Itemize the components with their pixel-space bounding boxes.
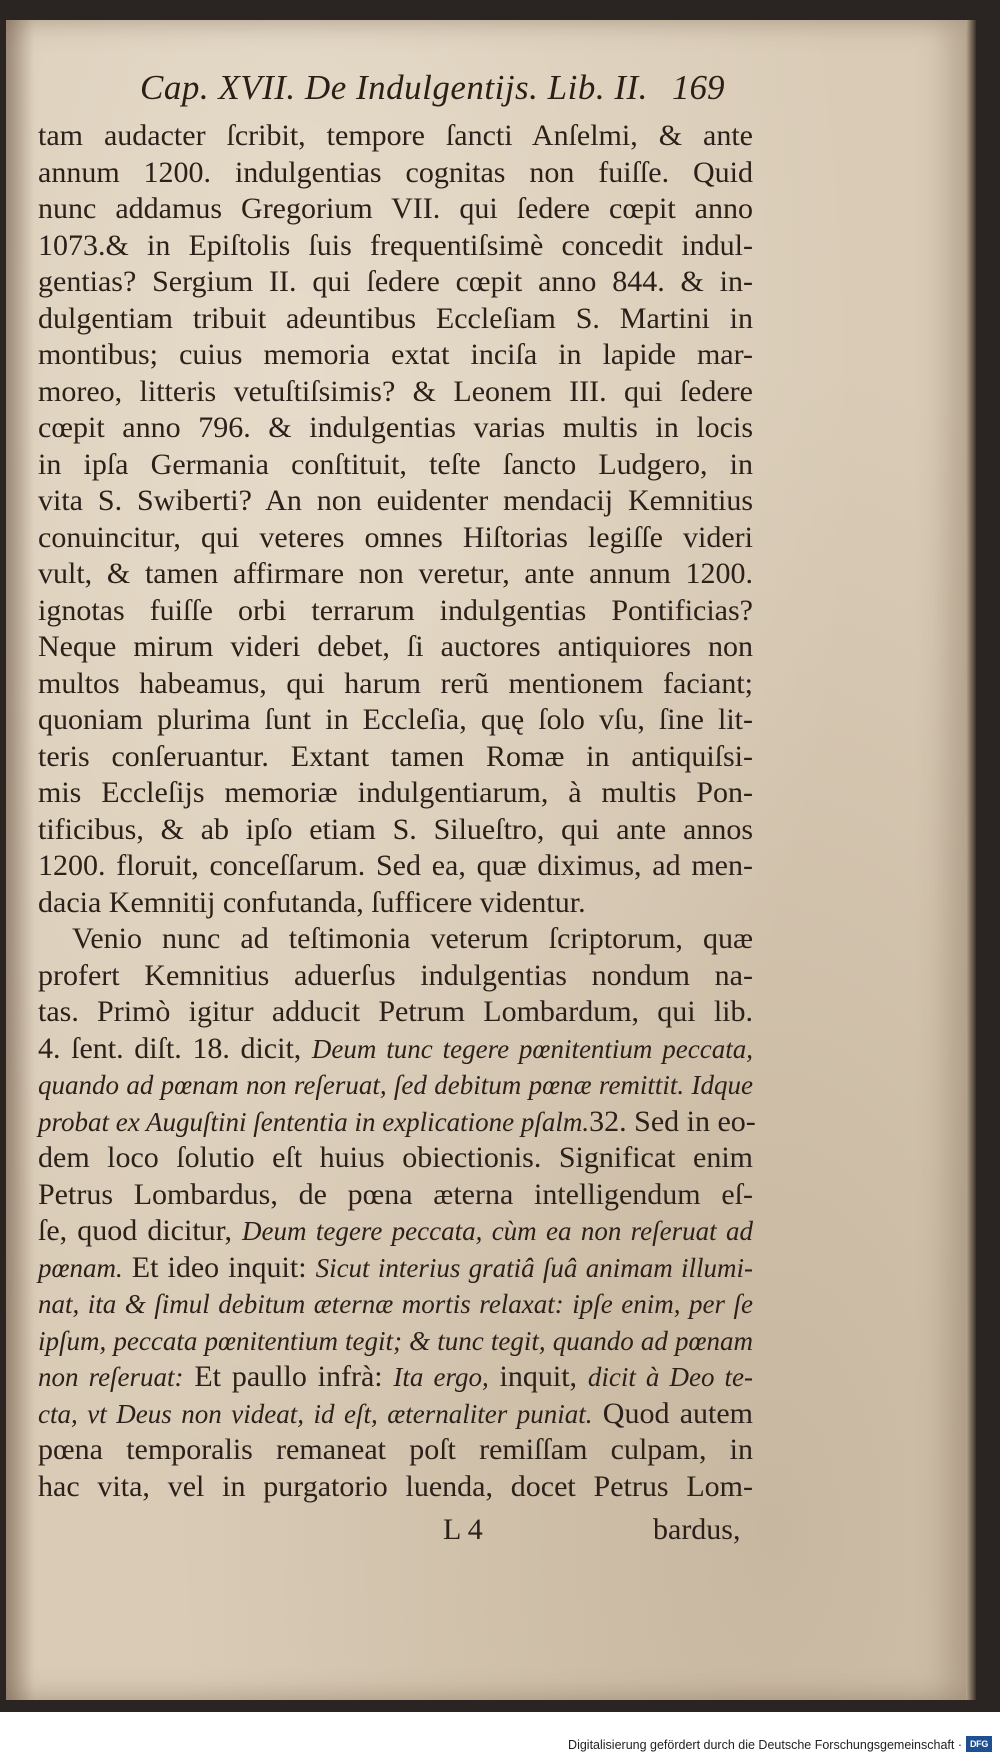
quotation: dicit à Deo te- [587,1362,753,1392]
text-run: 4. ſent. diſt. 18. dicit, [38,1031,312,1065]
quotation: cta, vt Deus non videat, id eſt, æternaliter puniat. [38,1398,593,1429]
text-line: Venio nunc ad teſtimonia veterum ſcriptorum, quæ [72,922,753,955]
text-line: hac vita, vel in purgatorio luenda, docet Petrus Lom- [38,1469,753,1503]
text-line: tificibus, & ab ipſo etiam S. Silueſtro, qui ante annos [38,812,753,846]
text-run: Quod autem [592,1396,754,1430]
text-line: Neque mirum videri debet, ſi auctores antiquiores non [38,630,753,663]
text-line: profert Kemnitius aduerſus indulgentias nondum na- [38,958,753,992]
dfg-logo: DFG [966,1736,992,1752]
text-line: nunc addamus Gregorium VII. qui ſedere cœpit anno [38,192,753,225]
quotation-line: nat, ita & ſimul debitum æternæ mortis relaxat: ipſe enim, per ſe [38,1289,753,1319]
text-line: dulgentiam tribuit adeuntibus Eccleſiam S. Martini in [38,301,753,335]
digitization-notice: Digitalisierung gefördert durch die Deutsche Forschungsgemeinschaft · [568,1738,962,1752]
text-line [38,1104,756,1141]
text-line: gentias? Sergium II. qui ſedere cœpit anno 844. & in- [38,265,753,298]
text-run: inquit, [488,1360,588,1393]
text-line: quoniam plurima ſunt in Eccleſia, quę ſolo vſu, ſine lit- [38,703,753,736]
text-line: ignotas fuiſſe orbi terrarum indulgentias Pontificias? [38,593,753,627]
text-line: vult, & tamen affirmare non veretur, ante annum 1200. [38,557,753,590]
main-text [38,118,756,1505]
page-number: 169 [672,68,725,107]
paragraph-2 [38,921,756,1505]
text-line [38,1396,753,1433]
text-line [38,1250,753,1287]
text-line: moreo, litteris vetuſtiſsimis? & Leonem III. qui ſedere [38,374,753,408]
text-line: pœna temporalis remaneat poſt remiſſam culpam, in [38,1433,753,1466]
text-line: mis Eccleſijs memoriæ indulgentiarum, à multis Pon- [38,776,753,809]
text-line: vita S. Swiberti? An non euidenter mendacij Kemnitius [38,484,753,517]
running-head: Cap. XVII. De Indulgentijs. Lib. II. [140,68,648,107]
quotation-line: ipſum, peccata pœnitentium tegit; & tunc tegit, quando ad pœnam [38,1325,753,1356]
text-line: tas. Primò igitur adducit Petrum Lombardum, qui lib. [38,995,753,1028]
text-line: in ipſa Germania conſtituit, teſte ſancto Ludgero, in [38,447,753,481]
page-header [0,68,1000,118]
text-run: Et ideo inquit: [122,1250,316,1284]
text-line: tam audacter ſcribit, tempore ſancti Anſelmi, & ante [38,119,753,152]
quotation: non reſeruat: [38,1362,184,1392]
text-line: cœpit anno 796. & indulgentias varias multis in locis [38,411,753,444]
text-run: Et paullo infrà: [183,1360,394,1393]
quotation: Deum tunc tegere pœnitentium peccata, [311,1033,754,1064]
catchword: bardus, [653,1513,741,1546]
text-line: 1200. floruit, conceſſarum. Sed ea, quæ diximus, ad men- [38,849,753,882]
text-line [38,1359,753,1396]
text-run: ſe, quod dicitur, [38,1214,243,1247]
text-line: annum 1200. indulgentias cognitas non fuiſſe. Quid [38,155,753,189]
text-line: multos habeamus, qui harum rerũ mentionem faciant; [38,666,753,700]
page-edge [966,20,976,1700]
text-line: dem loco ſolutio eſt huius obiectionis. Significat enim [38,1141,753,1174]
page-footer [0,1513,1000,1553]
digitization-notice-bar [0,1712,1000,1761]
text-line [38,1213,753,1250]
quotation: Deum tegere peccata, cùm ea non reſeruat ad [242,1216,753,1246]
text-line: dacia Kemnitij confutanda, ſufficere videntur. [38,885,586,919]
signature-mark: L 4 [443,1513,483,1546]
text-line [38,1031,753,1068]
quotation-line: quando ad pœnam non reſeruat, ſed debitum pœnæ remittit. Idque [38,1070,753,1100]
text-line: 1073.& in Epiſtolis ſuis frequentiſsimè concedit indul- [38,228,753,262]
page-gutter-shadow [6,20,34,1700]
quotation: pœnam. [38,1252,123,1283]
quotation: probat ex Auguſtini ſententia in explicatione pſalm. [38,1106,590,1137]
text-line: conuincitur, qui veteres omnes Hiſtorias legiſſe videri [38,520,753,554]
text-line: Petrus Lombardus, de pœna æterna intelligendum eſ- [38,1177,753,1211]
paragraph-1 [38,118,753,921]
text-line: teris conſeruantur. Extant tamen Romæ in antiquiſsi- [38,739,753,773]
quotation: Sicut interius gratiâ ſuâ animam illumi- [315,1252,753,1283]
quotation: Ita ergo, [393,1362,489,1392]
text-line: montibus; cuius memoria extat inciſa in lapide mar- [38,338,753,371]
text-run: 32. Sed in eo- [589,1104,756,1138]
